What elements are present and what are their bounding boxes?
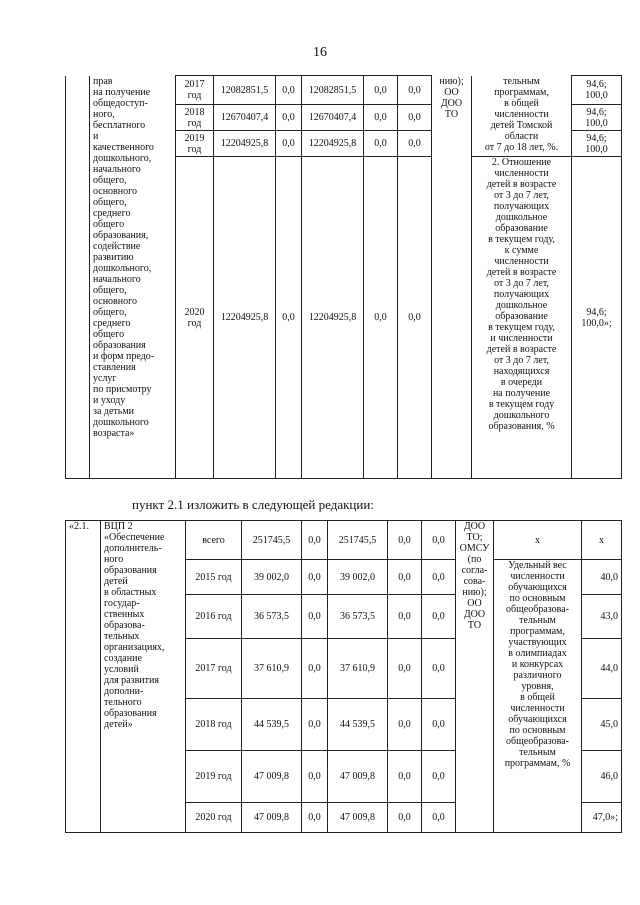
- indicator-x-cell: х: [494, 521, 582, 560]
- extra-budget-cell: 0,0: [398, 105, 432, 131]
- year-cell: 2019 год: [176, 131, 214, 157]
- local-cell: 0,0: [388, 699, 422, 751]
- regional-cell: 47 009,8: [328, 803, 388, 833]
- extra-budget-cell: 0,0: [422, 595, 456, 639]
- target-value-cell: 45,0: [582, 699, 622, 751]
- year-cell: всего: [186, 521, 242, 560]
- extra-budget-cell: 0,0: [398, 157, 432, 479]
- federal-cell: 0,0: [302, 751, 328, 803]
- local-cell: 0,0: [388, 560, 422, 595]
- regional-cell: 36 573,5: [328, 595, 388, 639]
- target-value-cell: 94,6; 100,0: [572, 76, 622, 105]
- target-value-cell: 94,6; 100,0»;: [572, 157, 622, 479]
- regional-cell: 12204925,8: [302, 131, 364, 157]
- top-program-table: [65, 75, 622, 479]
- local-cell: 0,0: [364, 131, 398, 157]
- year-cell: 2018 год: [186, 699, 242, 751]
- regional-cell: 12204925,8: [302, 157, 364, 479]
- target-x-cell: х: [582, 521, 622, 560]
- local-cell: 0,0: [364, 157, 398, 479]
- total-cell: 39 002,0: [242, 560, 302, 595]
- row-number-cell: [66, 76, 90, 479]
- federal-cell: 0,0: [276, 157, 302, 479]
- total-cell: 47 009,8: [242, 751, 302, 803]
- total-cell: 36 573,5: [242, 595, 302, 639]
- total-cell: 12082851,5: [214, 76, 276, 105]
- total-cell: 251745,5: [242, 521, 302, 560]
- indicator-cell: 2. Отношение численности детей в возрасте от 3 до 7 лет, получающих дошкольное образование в текущем году, к сумме численности детей в возрасте от 3 до 7 лет, получающих дошкольное образование в текущем году, и численности детей в возрасте от 3 до 7 лет, находящихся в очереди на получение в текущем году дошкольного образования, %: [472, 157, 572, 479]
- total-cell: 12670407,4: [214, 105, 276, 131]
- regional-cell: 44 539,5: [328, 699, 388, 751]
- year-cell: 2020 год: [186, 803, 242, 833]
- year-cell: 2019 год: [186, 751, 242, 803]
- target-value-cell: 46,0: [582, 751, 622, 803]
- activity-name-cell: прав на получение общедоступ- ного, бесплатного и качественного дошкольного, начального общего, основного общего, среднего общего образования, содействие развитию дошкольного, начального общего, основного общего, среднего общего образования и форм предо- ставления услуг по присмотру и уходу за детьми дошкольного возраста»: [90, 76, 176, 479]
- target-value-cell: 44,0: [582, 639, 622, 699]
- year-cell: 2017 год: [176, 76, 214, 105]
- year-cell: 2017 год: [186, 639, 242, 699]
- federal-cell: 0,0: [302, 521, 328, 560]
- total-cell: 12204925,8: [214, 157, 276, 479]
- local-cell: 0,0: [388, 803, 422, 833]
- regional-cell: 251745,5: [328, 521, 388, 560]
- local-cell: 0,0: [388, 751, 422, 803]
- federal-cell: 0,0: [302, 595, 328, 639]
- regional-cell: 12082851,5: [302, 76, 364, 105]
- extra-budget-cell: 0,0: [422, 699, 456, 751]
- federal-cell: 0,0: [276, 131, 302, 157]
- total-cell: 47 009,8: [242, 803, 302, 833]
- regional-cell: 39 002,0: [328, 560, 388, 595]
- extra-budget-cell: 0,0: [398, 76, 432, 105]
- local-cell: 0,0: [388, 595, 422, 639]
- target-value-cell: 94,6; 100,0: [572, 105, 622, 131]
- year-cell: 2016 год: [186, 595, 242, 639]
- total-cell: 37 610,9: [242, 639, 302, 699]
- extra-budget-cell: 0,0: [422, 803, 456, 833]
- federal-cell: 0,0: [302, 560, 328, 595]
- federal-cell: 0,0: [276, 76, 302, 105]
- extra-budget-cell: 0,0: [422, 751, 456, 803]
- total-cell: 12204925,8: [214, 131, 276, 157]
- section-heading: пункт 2.1 изложить в следующей редакции:: [132, 497, 374, 512]
- regional-cell: 37 610,9: [328, 639, 388, 699]
- target-value-cell: 47,0»;: [582, 803, 622, 833]
- extra-budget-cell: 0,0: [422, 560, 456, 595]
- row-number-cell: «2.1.: [66, 521, 101, 833]
- target-value-cell: 40,0: [582, 560, 622, 595]
- executor-cell: ДОО ТО; ОМСУ (по согла- сова- нию); ОО ДОО ТО: [456, 521, 494, 833]
- target-value-cell: 94,6; 100,0: [572, 131, 622, 157]
- executor-cell: нию); ОО ДОО ТО: [432, 76, 472, 479]
- extra-budget-cell: 0,0: [422, 521, 456, 560]
- total-cell: 44 539,5: [242, 699, 302, 751]
- indicator-cell: тельным программам, в общей численности детей Томской области от 7 до 18 лет, %.: [472, 76, 572, 157]
- program-name-cell: ВЦП 2 «Обеспечение дополнитель- ного образования детей в областных государ- ственных образова- тельных организациях, создание условий для развития дополни- тельного образования детей»: [101, 521, 186, 833]
- bottom-program-table: [65, 520, 622, 833]
- local-cell: 0,0: [364, 105, 398, 131]
- year-cell: 2015 год: [186, 560, 242, 595]
- local-cell: 0,0: [364, 76, 398, 105]
- indicator-cell: Удельный вес численности обучающихся по основным общеобразова- тельным программам, участвующих в олимпиадах и конкурсах различного уровня, в общей численности обучающихся по основным общеобразова- тельным программам, %: [494, 560, 582, 833]
- federal-cell: 0,0: [276, 105, 302, 131]
- local-cell: 0,0: [388, 521, 422, 560]
- extra-budget-cell: 0,0: [422, 639, 456, 699]
- year-cell: 2018 год: [176, 105, 214, 131]
- year-cell: 2020 год: [176, 157, 214, 479]
- page-number: 16: [313, 45, 327, 60]
- local-cell: 0,0: [388, 639, 422, 699]
- regional-cell: 47 009,8: [328, 751, 388, 803]
- target-value-cell: 43,0: [582, 595, 622, 639]
- federal-cell: 0,0: [302, 699, 328, 751]
- federal-cell: 0,0: [302, 639, 328, 699]
- extra-budget-cell: 0,0: [398, 131, 432, 157]
- regional-cell: 12670407,4: [302, 105, 364, 131]
- federal-cell: 0,0: [302, 803, 328, 833]
